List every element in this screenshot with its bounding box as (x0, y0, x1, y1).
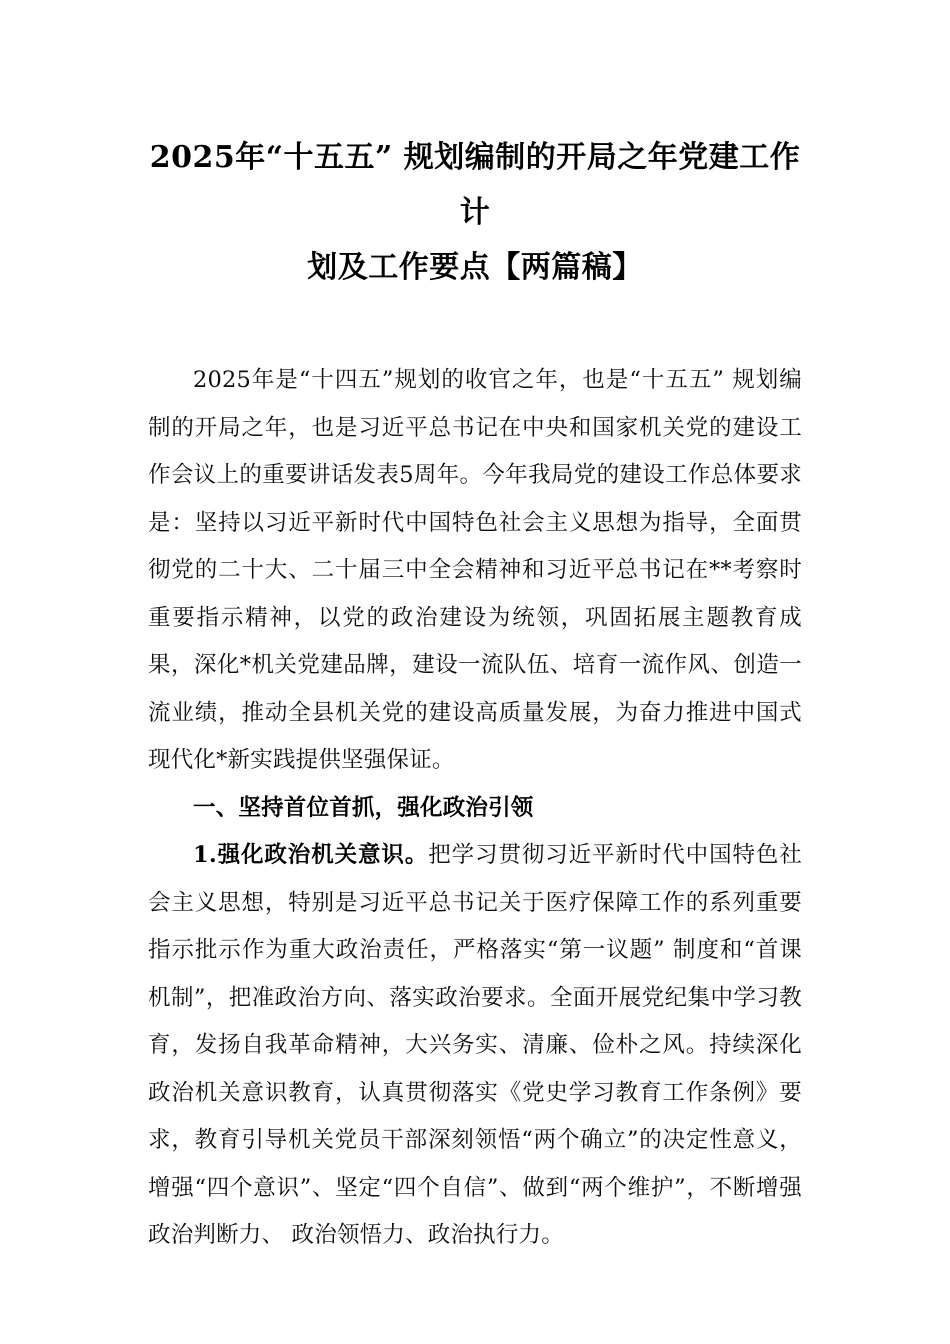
item-1-lead-label: 1.强化政治机关意识。 (193, 842, 429, 868)
page-title-line-2: 划及工作要点【两篇稿】 (307, 250, 643, 285)
paragraph-item-1 (148, 832, 802, 1260)
paragraph-intro: 2025年是“十四五”规划的收官之年，也是“十五五” 规划编制的开局之年，也是习近平总书记在中央和国家机关党的建设工作会议上的重要讲话发表5周年。今年我局党的建设工作总体要求是：坚持以习近平新时代中国特色社会主义思想为指导，全面贯彻党的二十大、二十届三中全会精神和习近平总书记在**考察时重要指示精神，以党的政治建设为统领，巩固拓展主题教育成果，深化*机关党建品牌，建设一流队伍、培育一流作风、创造一流业绩，推动全县机关党的建设高质量发展，为奋力推进中国式现代化*新实践提供坚强保证。 (148, 367, 802, 773)
page-title-line-1: 2025年“十五五” 规划编制的开局之年党建工作计 (149, 140, 801, 230)
page-title (148, 130, 802, 295)
item-1-body-text: 把学习贯彻习近平新时代中国特色社会主义思想，特别是习近平总书记关于医疗保障工作的系列重要指示批示作为重大政治责任，严格落实“第一议题” 制度和“首课机制”，把准政治方向、落实政治要求。全面开展党纪集中学习教育，发扬自我革命精神，大兴务实、清廉、俭朴之风。持续深化政治机关意识教育，认真贯彻落实《党史学习教育工作条例》要求，教育引导机关党员干部深刻领悟“两个确立”的决定性意义，增强“四个意识”、坚定“四个自信”、做到“两个维护”，不断增强政治判断力、 政治领悟力、政治执行力。 (148, 842, 802, 1248)
section-heading-1: 一、坚持首位首抓，强化政治引领 (193, 794, 534, 821)
document-content-area (148, 130, 802, 1260)
title-body-spacer (148, 295, 802, 357)
